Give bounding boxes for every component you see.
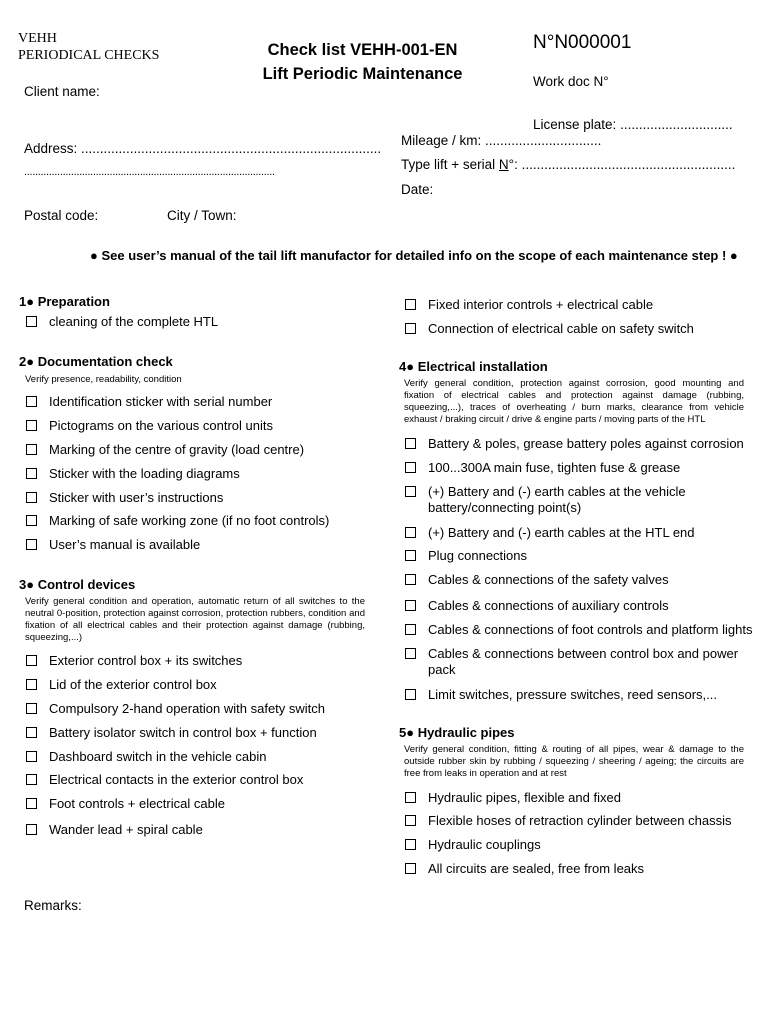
checklist-item[interactable]: Limit switches, pressure switches, reed sensors,... bbox=[405, 687, 750, 703]
section-2-subtitle: Verify presence, readability, condition bbox=[25, 374, 182, 385]
checkbox[interactable] bbox=[405, 624, 416, 635]
checkbox[interactable] bbox=[26, 444, 37, 455]
checkbox[interactable] bbox=[26, 703, 37, 714]
license-plate-label: License plate: bbox=[533, 117, 617, 132]
mileage-field[interactable] bbox=[401, 133, 601, 148]
checkbox[interactable] bbox=[26, 316, 37, 327]
brand-line-1: VEHH bbox=[18, 31, 57, 46]
city-label: City / Town: bbox=[167, 208, 237, 223]
checkbox[interactable] bbox=[405, 815, 416, 826]
checklist-item[interactable]: Exterior control box + its switches bbox=[26, 653, 366, 669]
type-lift-field[interactable] bbox=[401, 157, 735, 172]
checklist-item[interactable]: Flexible hoses of retraction cylinder between chassis bbox=[405, 813, 750, 829]
checklist-item[interactable]: Compulsory 2-hand operation with safety switch bbox=[26, 701, 366, 717]
checkbox[interactable] bbox=[405, 550, 416, 561]
work-doc-label: Work doc N° bbox=[533, 74, 609, 89]
address-line-2[interactable]: ........................................................................................... bbox=[24, 166, 275, 178]
checklist-item[interactable]: (+) Battery and (-) earth cables at the HTL end bbox=[405, 525, 750, 541]
checklist-item[interactable]: (+) Battery and (-) earth cables at the vehicle battery/connecting point(s) bbox=[405, 484, 705, 516]
type-lift-label: Type lift + serial bbox=[401, 157, 499, 172]
checklist-item[interactable]: Cables & connections of auxiliary controls bbox=[405, 598, 750, 614]
address-field[interactable] bbox=[24, 141, 381, 156]
type-lift-dots: ......................................................... bbox=[521, 157, 736, 172]
license-plate-dots: .............................. bbox=[620, 117, 733, 132]
checklist-item[interactable]: Lid of the exterior control box bbox=[26, 677, 366, 693]
checklist-item[interactable]: Hydraulic pipes, flexible and fixed bbox=[405, 790, 750, 806]
section-1-title: 1● Preparation bbox=[19, 294, 110, 309]
postal-code-label: Postal code: bbox=[24, 208, 99, 223]
checkbox[interactable] bbox=[26, 492, 37, 503]
address-dots: ................................................................................ bbox=[81, 141, 382, 156]
checkbox[interactable] bbox=[405, 527, 416, 538]
checkbox[interactable] bbox=[405, 839, 416, 850]
checklist-item[interactable]: Cables & connections of foot controls and platform lights bbox=[405, 622, 755, 638]
checklist-item[interactable]: Cables & connections between control box and power pack bbox=[405, 646, 750, 678]
checkbox[interactable] bbox=[26, 515, 37, 526]
checklist-item[interactable]: Battery & poles, grease battery poles against corrosion bbox=[405, 436, 750, 452]
checkbox[interactable] bbox=[26, 798, 37, 809]
checkbox[interactable] bbox=[405, 438, 416, 449]
checklist-item[interactable]: Connection of electrical cable on safety switch bbox=[405, 321, 750, 337]
checklist-item[interactable]: Wander lead + spiral cable bbox=[26, 822, 366, 838]
checklist-item[interactable]: All circuits are sealed, free from leaks bbox=[405, 861, 750, 877]
license-plate-field[interactable] bbox=[533, 117, 733, 132]
section-2-title: 2● Documentation check bbox=[19, 354, 173, 369]
checkbox[interactable] bbox=[405, 792, 416, 803]
manual-notice: ● See user’s manual of the tail lift manufactor for detailed info on the scope of each maintenance step ! ● bbox=[90, 248, 738, 263]
remarks-label: Remarks: bbox=[24, 898, 82, 913]
section-5-subtitle: Verify general condition, fitting & routing of all pipes, wear & damage to the outside rubber skin by rubbing / squeezing / sheering / ageing; the circuits are free from leaks in operation and at rest bbox=[404, 744, 744, 779]
mileage-dots: ............................... bbox=[485, 133, 602, 148]
checkbox[interactable] bbox=[26, 396, 37, 407]
brand-line-2: PERIODICAL CHECKS bbox=[18, 48, 160, 63]
checkbox[interactable] bbox=[405, 299, 416, 310]
checkbox[interactable] bbox=[405, 323, 416, 334]
checklist-item[interactable]: Hydraulic couplings bbox=[405, 837, 750, 853]
checklist-item[interactable]: Fixed interior controls + electrical cable bbox=[405, 297, 750, 313]
checklist-item[interactable]: Dashboard switch in the vehicle cabin bbox=[26, 749, 366, 765]
checkbox[interactable] bbox=[26, 655, 37, 666]
section-4-title: 4● Electrical installation bbox=[399, 359, 548, 374]
checkbox[interactable] bbox=[405, 486, 416, 497]
client-name-label: Client name: bbox=[24, 84, 100, 99]
checklist-item[interactable]: Marking of the centre of gravity (load centre) bbox=[26, 442, 366, 458]
checklist-item[interactable]: Marking of safe working zone (if no foot controls) bbox=[26, 513, 366, 529]
checkbox[interactable] bbox=[405, 600, 416, 611]
checklist-item[interactable]: Foot controls + electrical cable bbox=[26, 796, 366, 812]
checkbox[interactable] bbox=[405, 689, 416, 700]
checkbox[interactable] bbox=[26, 727, 37, 738]
checklist-item[interactable]: cleaning of the complete HTL bbox=[26, 314, 366, 330]
address-label: Address: bbox=[24, 141, 78, 156]
section-4-subtitle: Verify general condition, protection against corrosion, good mounting and fixation of electrical cables and protection against damage (rubbing, squeezing,...), traces of overheating / burn marks, clearance from vehicle exhaust / braking circuit / drive & engine parts / moving parts of the HTL bbox=[404, 378, 744, 425]
checklist-item[interactable]: Sticker with the loading diagrams bbox=[26, 466, 366, 482]
checkbox[interactable] bbox=[26, 774, 37, 785]
document-number: N°N000001 bbox=[533, 32, 632, 53]
section-3-subtitle: Verify general condition and operation, automatic return of all switches to the neutral 0-position, protection against corrosion, protection rubbers, condition and fixation of all electrical cables and their protection against damage (rubbing, squeezing,...) bbox=[25, 596, 365, 643]
checklist-item[interactable]: User’s manual is available bbox=[26, 537, 366, 553]
type-lift-n: N bbox=[498, 157, 509, 172]
checkbox[interactable] bbox=[26, 420, 37, 431]
checkbox[interactable] bbox=[405, 574, 416, 585]
checkbox[interactable] bbox=[26, 751, 37, 762]
section-5-title: 5● Hydraulic pipes bbox=[399, 725, 515, 740]
checkbox[interactable] bbox=[405, 648, 416, 659]
checkbox[interactable] bbox=[26, 468, 37, 479]
title-line-2: Lift Periodic Maintenance bbox=[262, 65, 463, 83]
section-3-title: 3● Control devices bbox=[19, 577, 136, 592]
checklist-item[interactable]: Plug connections bbox=[405, 548, 750, 564]
title-line-1: Check list VEHH-001-EN bbox=[267, 41, 458, 59]
checkbox[interactable] bbox=[26, 679, 37, 690]
checklist-item[interactable]: Identification sticker with serial number bbox=[26, 394, 366, 410]
checklist-item[interactable]: Sticker with user’s instructions bbox=[26, 490, 366, 506]
checkbox[interactable] bbox=[405, 462, 416, 473]
checklist-item[interactable]: Pictograms on the various control units bbox=[26, 418, 366, 434]
type-lift-degree: °: bbox=[508, 157, 518, 172]
checkbox[interactable] bbox=[26, 824, 37, 835]
checklist-item[interactable]: Cables & connections of the safety valves bbox=[405, 572, 750, 588]
checklist-item[interactable]: Battery isolator switch in control box + function bbox=[26, 725, 366, 741]
checkbox[interactable] bbox=[26, 539, 37, 550]
mileage-label: Mileage / km: bbox=[401, 133, 482, 148]
checklist-item[interactable]: 100...300A main fuse, tighten fuse & grease bbox=[405, 460, 750, 476]
date-label: Date: bbox=[401, 182, 434, 197]
checkbox[interactable] bbox=[405, 863, 416, 874]
checklist-item[interactable]: Electrical contacts in the exterior control box bbox=[26, 772, 366, 788]
